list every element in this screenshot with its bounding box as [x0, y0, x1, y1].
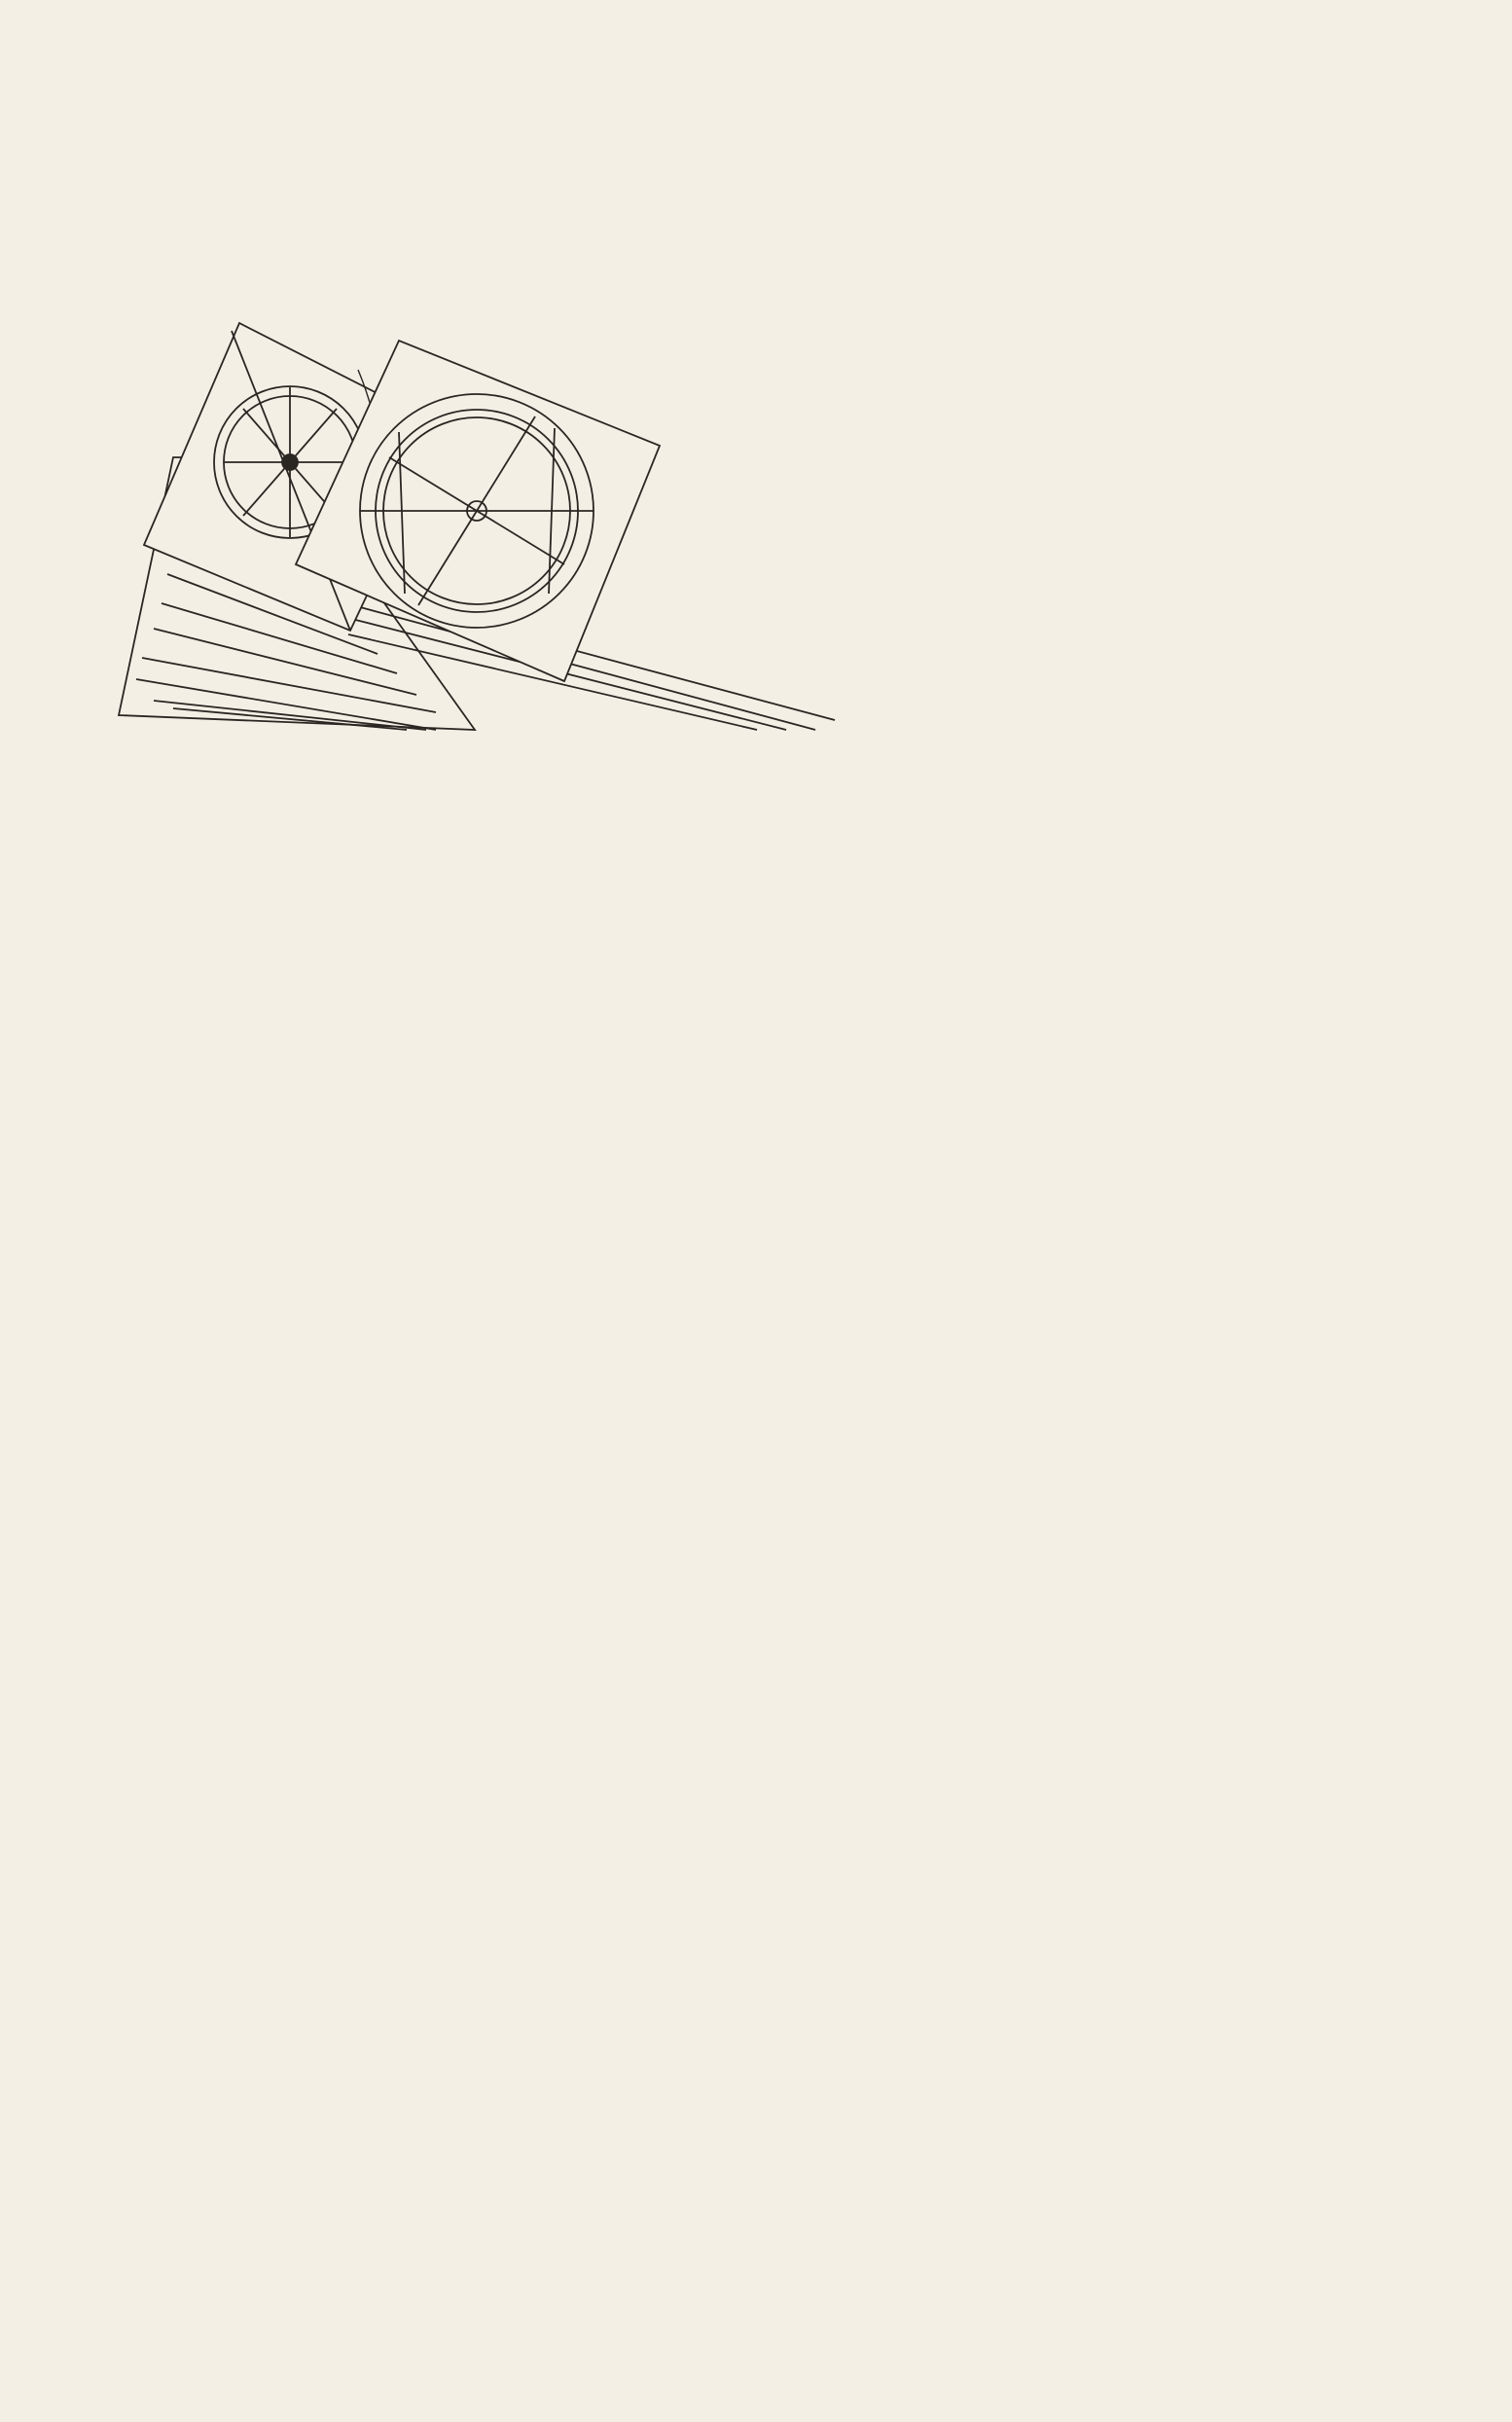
- clinometer-compass-figure: [115, 272, 854, 735]
- page-header: [117, 56, 1454, 115]
